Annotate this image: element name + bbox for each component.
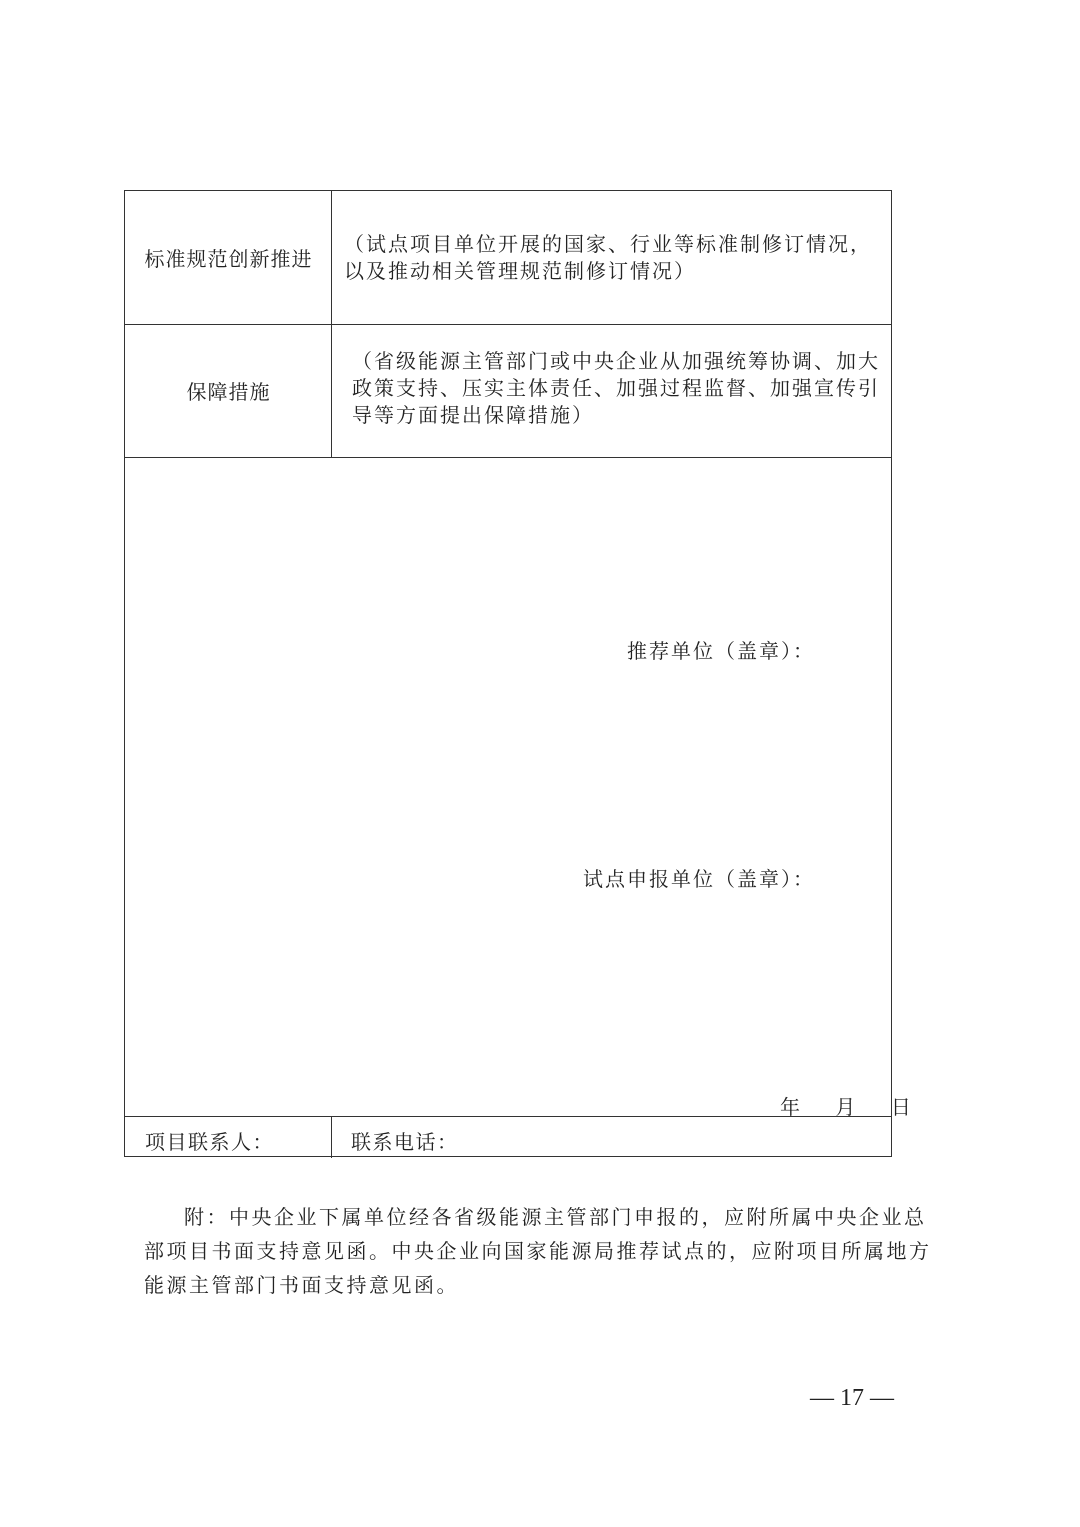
- row-divider-3: [125, 1116, 891, 1117]
- page-number: — 17 —: [810, 1385, 894, 1411]
- applicant-seal-label: 试点申报单位（盖章）：: [583, 867, 815, 891]
- recommender-seal-label: 推荐单位（盖章）：: [627, 639, 815, 663]
- row-divider-2: [125, 457, 891, 458]
- attachment-note: 附：中央企业下属单位经各省级能源主管部门申报的，应附所属中央企业总部项目书面支持意见函。中央企业向国家能源局推荐试点的，应附项目所属地方能源主管部门书面支持意见函。: [144, 1205, 932, 1297]
- row-content-safeguards: （省级能源主管部门或中央企业从加强统筹协调、加大政策支持、压实主体责任、加强过程监督、加强宣传引导等方面提出保障措施）: [352, 349, 880, 427]
- column-divider-bottom: [331, 1116, 332, 1158]
- contact-person-label: 项目联系人：: [145, 1130, 274, 1154]
- row-label-standards: 标准规范创新推进: [144, 247, 313, 271]
- row-label-safeguards: 保障措施: [186, 380, 271, 404]
- date-line: 年 月 日: [780, 1095, 913, 1119]
- row-content-standards: （试点项目单位开展的国家、行业等标准制修订情况，以及推动相关管理规范制修订情况）: [344, 232, 872, 283]
- contact-phone-label: 联系电话：: [351, 1130, 459, 1154]
- application-form-table: [124, 190, 913, 1157]
